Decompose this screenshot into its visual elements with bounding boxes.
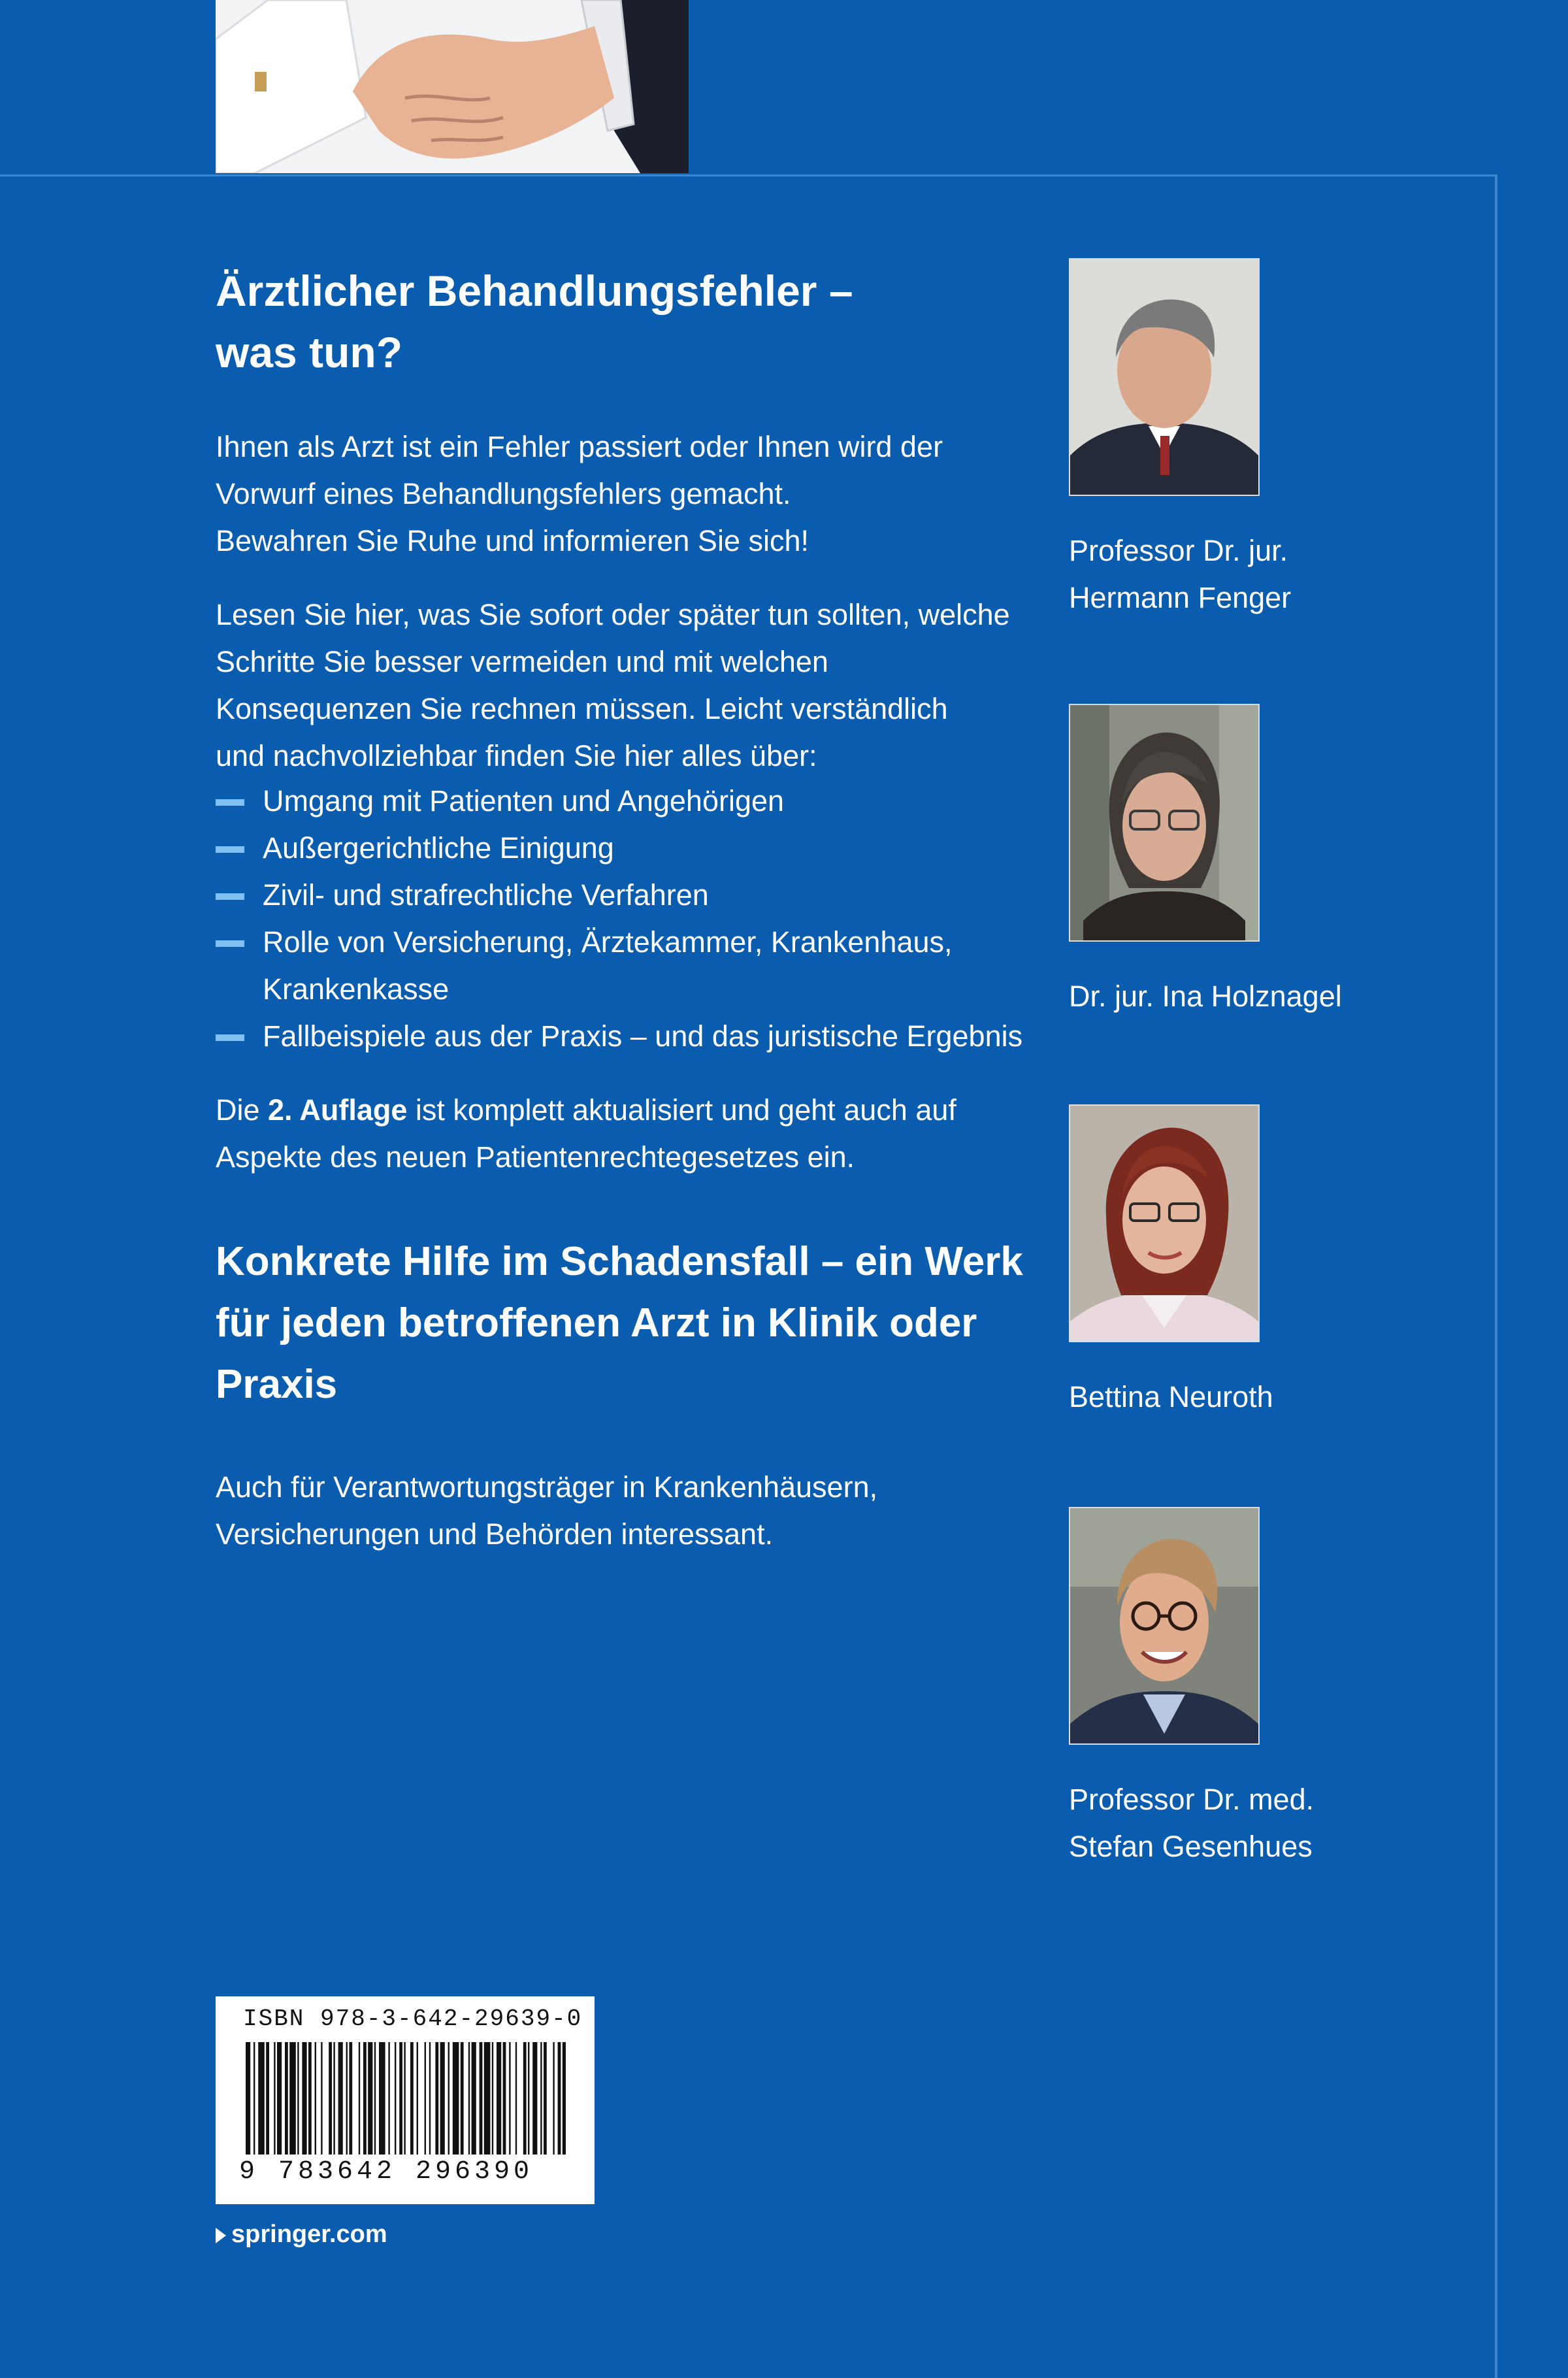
- edition-number: 2. Auflage: [268, 1093, 408, 1127]
- barcode-bar: [515, 2042, 517, 2155]
- author-card: [1069, 1507, 1461, 1870]
- barcode-bar: [484, 2042, 491, 2155]
- frame-line-top: [0, 174, 1497, 176]
- closing-line: Versicherungen und Behörden interessant.: [216, 1517, 774, 1551]
- list-item-continuation: [216, 966, 1052, 1013]
- subheading-line: für jeden betroffenen Arzt in Klinik oder: [216, 1300, 977, 1346]
- barcode-bar: [429, 2042, 431, 2155]
- barcode-bar: [349, 2042, 352, 2155]
- author-name: [1069, 1776, 1461, 1870]
- barcode-bar: [509, 2042, 510, 2155]
- barcode-bar: [266, 2042, 269, 2155]
- author-photo: [1069, 1104, 1260, 1342]
- author-name-line: Stefan Gesenhues: [1069, 1830, 1313, 1863]
- dash-bullet-icon: [216, 799, 244, 806]
- barcode-bar: [374, 2042, 376, 2155]
- author-card: [1069, 1104, 1461, 1421]
- barcode-bar: [277, 2042, 282, 2155]
- list-item: [216, 919, 1052, 966]
- barcode-bar: [558, 2042, 561, 2155]
- title-line-1: Ärztlicher Behandlungsfehler –: [216, 267, 853, 315]
- ean-digits: 9 783642 296390: [239, 2157, 534, 2187]
- title-line-2: was tun?: [216, 328, 403, 376]
- barcode-bar: [246, 2042, 250, 2155]
- barcode-bar: [435, 2042, 438, 2155]
- list-item-text: Zivil- und strafrechtliche Verfahren: [263, 878, 709, 912]
- dash-bullet-icon: [216, 940, 244, 947]
- barcode-bar: [528, 2042, 529, 2155]
- barcode-bar: [448, 2042, 449, 2155]
- dash-bullet-icon: [216, 1034, 244, 1041]
- barcode-bar: [399, 2042, 402, 2155]
- author-card: [1069, 704, 1461, 1020]
- edition-text: ist komplett aktualisiert und geht auch auf: [407, 1093, 956, 1127]
- lead-line: und nachvollziehbar finden Sie hier alles über:: [216, 739, 817, 772]
- intro-line: Vorwurf eines Behandlungsfehlers gemacht.: [216, 477, 791, 510]
- intro-paragraph: [216, 423, 1039, 565]
- subheading-line: Konkrete Hilfe im Schadensfall – ein Werk: [216, 1239, 1023, 1284]
- list-item: [216, 1013, 1052, 1060]
- author-card: [1069, 258, 1461, 621]
- publisher-url[interactable]: springer.com: [231, 2221, 387, 2248]
- author-name: [1069, 527, 1461, 621]
- barcode-bar: [410, 2042, 414, 2155]
- intro-line: Ihnen als Arzt ist ein Fehler passiert oder Ihnen wird der: [216, 430, 943, 463]
- author-photo: [1069, 704, 1260, 942]
- cover-title: [216, 260, 987, 383]
- list-item-text: Außergerichtliche Einigung: [263, 831, 614, 865]
- publisher-link[interactable]: [216, 2221, 387, 2249]
- list-item: [216, 778, 1052, 825]
- lead-line: Lesen Sie hier, was Sie sofort oder später tun sollten, welche: [216, 598, 1010, 631]
- author-name-line: Professor Dr. jur.: [1069, 534, 1288, 567]
- frame-line-right: [1495, 174, 1497, 2378]
- barcode-bar: [289, 2042, 296, 2155]
- barcode-bar: [553, 2042, 554, 2155]
- barcode-bar: [359, 2042, 360, 2155]
- dash-bullet-icon: [216, 846, 244, 853]
- isbn-number: ISBN 978-3-642-29639-0: [243, 2006, 583, 2032]
- barcode-bar: [492, 2042, 493, 2155]
- closing-paragraph: [216, 1464, 1039, 1558]
- barcode-bar: [472, 2042, 476, 2155]
- barcode-bars: [246, 2042, 566, 2155]
- barcode-bar: [297, 2042, 299, 2155]
- edition-prefix: Die: [216, 1093, 269, 1127]
- subheading: [216, 1231, 1032, 1415]
- handshake-photo: [216, 0, 689, 173]
- barcode-bar: [274, 2042, 275, 2155]
- author-photo: [1069, 258, 1260, 496]
- barcode-bar: [468, 2042, 470, 2155]
- triangle-right-icon: [216, 2228, 226, 2243]
- barcode-bar: [315, 2042, 316, 2155]
- dash-bullet-icon: [216, 893, 244, 900]
- barcode-bar: [395, 2042, 396, 2155]
- edition-line-2: Aspekte des neuen Patientenrechtegesetzes ein.: [216, 1140, 855, 1174]
- barcode-bar: [333, 2042, 335, 2155]
- list-item: [216, 872, 1052, 919]
- barcode-bar: [404, 2042, 405, 2155]
- intro-line: Bewahren Sie Ruhe und informieren Sie sich!: [216, 524, 809, 557]
- barcode-bar: [258, 2042, 265, 2155]
- topic-list: [216, 778, 1052, 1060]
- author-name: [1069, 973, 1461, 1020]
- isbn-barcode: [216, 1996, 595, 2204]
- barcode-bar: [425, 2042, 426, 2155]
- barcode-bar: [388, 2042, 389, 2155]
- list-item: [216, 825, 1052, 872]
- lead-line: Konsequenzen Sie rechnen müssen. Leicht verständlich: [216, 692, 948, 725]
- barcode-bar: [532, 2042, 537, 2155]
- list-item-text: Umgang mit Patienten und Angehörigen: [263, 784, 785, 817]
- author-name-line: Professor Dr. med.: [1069, 1783, 1315, 1816]
- barcode-bar: [338, 2042, 343, 2155]
- author-name-line: Dr. jur. Ina Holznagel: [1069, 980, 1342, 1013]
- barcode-bar: [321, 2042, 322, 2155]
- barcode-bar: [480, 2042, 483, 2155]
- author-name-line: Hermann Fenger: [1069, 581, 1292, 614]
- barcode-bar: [453, 2042, 459, 2155]
- edition-line-1: [216, 1087, 1039, 1134]
- lead-line: Schritte Sie besser vermeiden und mit welchen: [216, 645, 828, 678]
- barcode-bar: [523, 2042, 527, 2155]
- barcode-bar: [368, 2042, 372, 2155]
- barcode-bar: [563, 2042, 566, 2155]
- barcode-bar: [544, 2042, 547, 2155]
- author-photo: [1069, 1507, 1260, 1745]
- barcode-bar: [417, 2042, 418, 2155]
- barcode-bar: [346, 2042, 348, 2155]
- barcode-bar: [540, 2042, 542, 2155]
- list-item-text: Fallbeispiele aus der Praxis – und das juristische Ergebnis: [263, 1019, 1023, 1053]
- barcode-bar: [497, 2042, 501, 2155]
- barcode-bar: [302, 2042, 306, 2155]
- barcode-bar: [285, 2042, 288, 2155]
- barcode-bar: [363, 2042, 367, 2155]
- closing-line: Auch für Verantwortungsträger in Krankenhäusern,: [216, 1470, 878, 1504]
- barcode-bar: [503, 2042, 506, 2155]
- lead-paragraph: [216, 591, 1039, 780]
- edition-paragraph: [216, 1087, 1039, 1181]
- list-item-text: Rolle von Versicherung, Ärztekammer, Krankenhaus,: [263, 925, 953, 959]
- barcode-bar: [461, 2042, 464, 2155]
- barcode-bar: [329, 2042, 332, 2155]
- subheading-line: Praxis: [216, 1362, 338, 1407]
- barcode-bar: [440, 2042, 445, 2155]
- barcode-bar: [379, 2042, 385, 2155]
- list-item-text: Krankenkasse: [263, 972, 449, 1006]
- author-name-line: Bettina Neuroth: [1069, 1380, 1273, 1413]
- barcode-bar: [253, 2042, 255, 2155]
- author-name: [1069, 1374, 1461, 1421]
- barcode-bar: [308, 2042, 312, 2155]
